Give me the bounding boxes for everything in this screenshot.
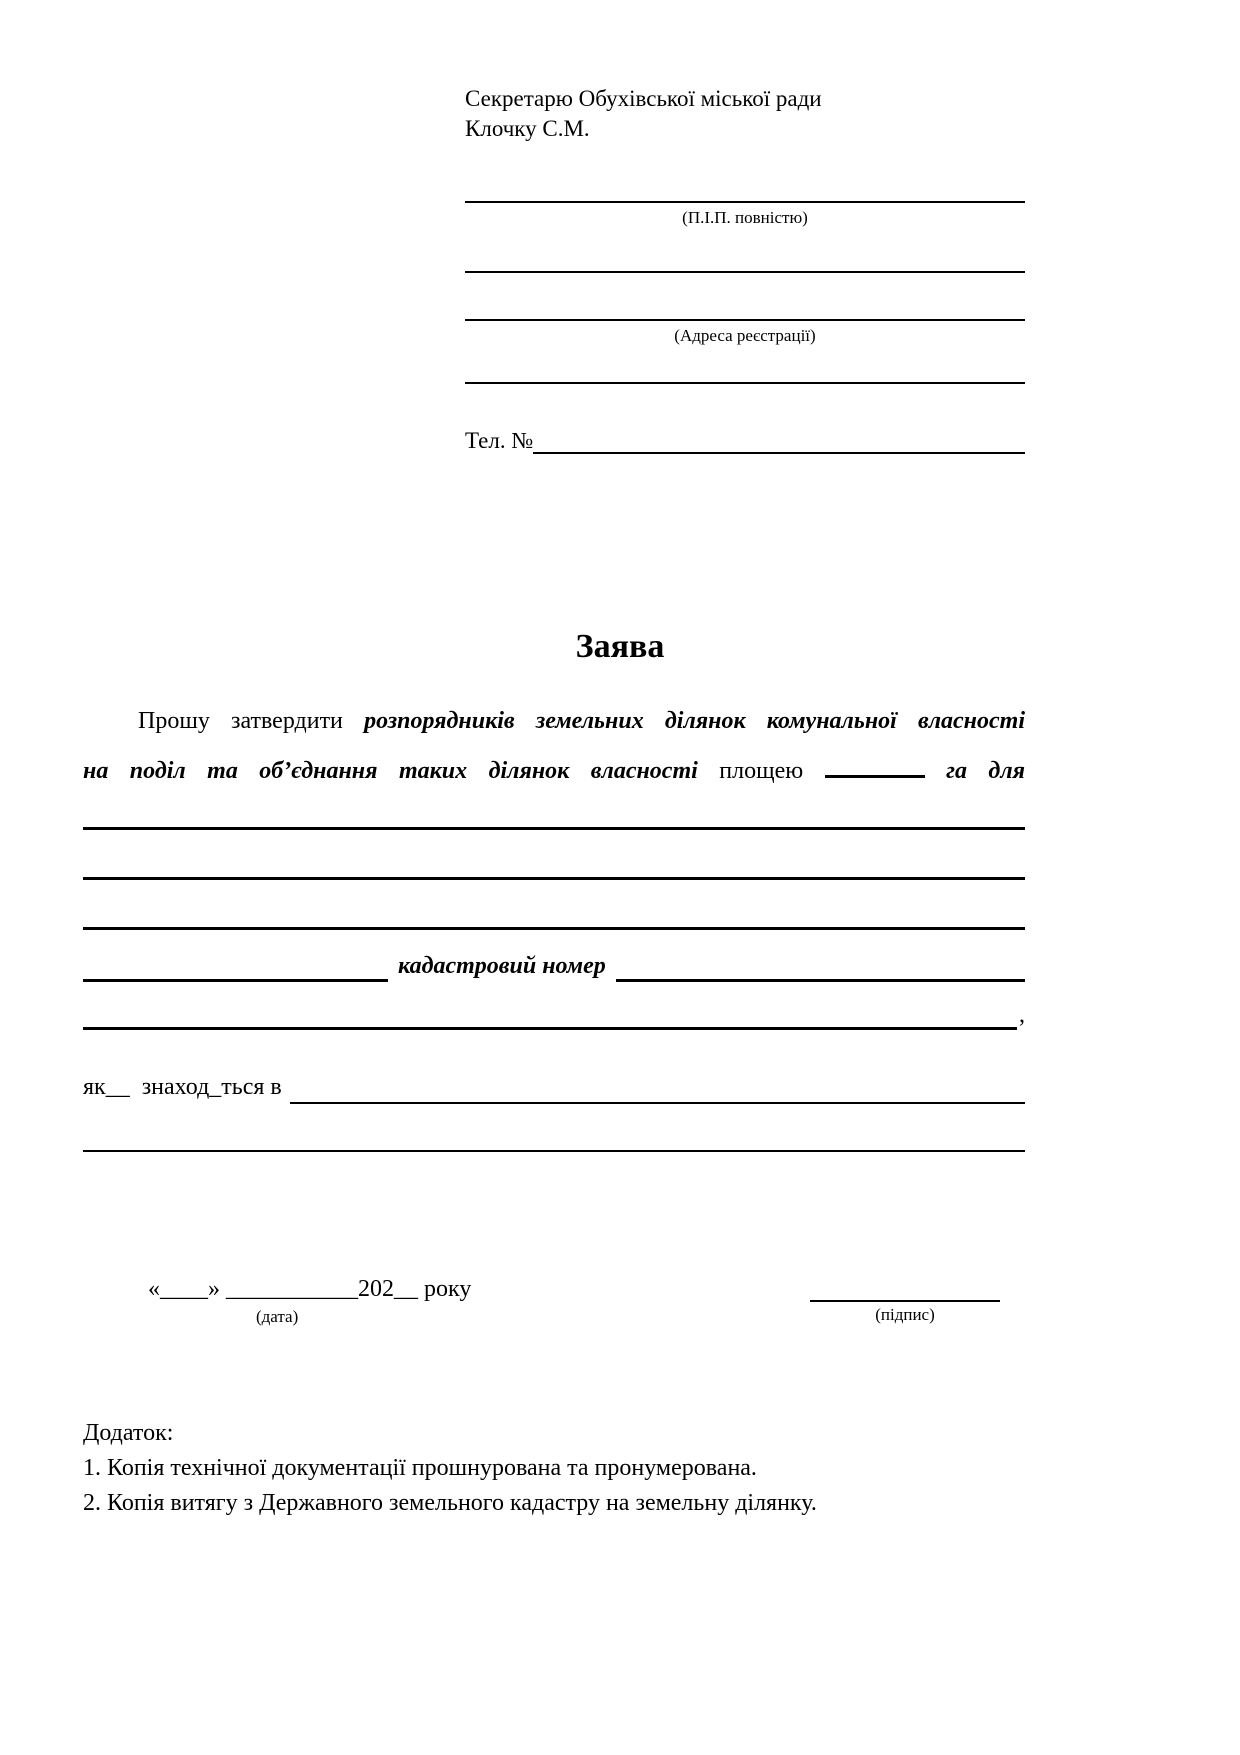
address-blank-line	[465, 273, 1025, 321]
phone-label: Тел. №	[465, 428, 534, 453]
fill-in-line	[83, 830, 1025, 880]
request-text-emphasis-2: на поділ та об’єднання таких ділянок власності	[83, 758, 698, 784]
signature-block	[810, 1278, 1000, 1326]
attachments-heading: Додаток:	[83, 1420, 174, 1446]
request-paragraph	[83, 696, 1025, 1152]
request-line-2	[83, 746, 1025, 796]
attachment-item-2: 2. Копія витягу з Державного земельного кадастру на земельну ділянку.	[83, 1490, 817, 1516]
address-caption: (Адреса реєстрації)	[674, 326, 816, 345]
date-block	[148, 1274, 471, 1328]
fullname-caption: (П.І.П. повністю)	[682, 208, 808, 227]
addressee-line-2: Клочку С.М.	[465, 116, 590, 141]
fill-in-line-row	[83, 982, 1025, 1030]
request-line-1	[83, 696, 1025, 746]
request-text-regular: Прошу затвердити	[138, 708, 343, 734]
location-row	[83, 1030, 1025, 1104]
date-fill-in-text: «____» ___________202__ року	[148, 1276, 472, 1302]
location-blank-line	[290, 1030, 1025, 1104]
area-label: площею	[719, 758, 804, 784]
date-signature-row	[148, 1274, 1000, 1328]
request-text-emphasis: розпорядників земельних ділянок комунальної власності	[364, 708, 1025, 734]
document-title: Заява	[575, 628, 665, 665]
fill-in-line	[83, 880, 1025, 930]
attachments-section	[83, 1416, 1140, 1521]
cadastral-number-label: кадастровий номер	[398, 953, 606, 979]
fill-in-line	[83, 1104, 1025, 1152]
addressee-block	[465, 84, 1025, 454]
area-blank-line	[825, 752, 925, 778]
attachment-item-1: 1. Копія технічної документації прошнурована та пронумерована.	[83, 1455, 757, 1481]
fullname-blank-line	[465, 144, 1025, 203]
blank-line	[465, 229, 1025, 273]
fill-in-line	[83, 930, 388, 982]
blank-line	[465, 347, 1025, 384]
date-caption: (дата)	[256, 1307, 299, 1326]
area-unit-label: га для	[946, 758, 1026, 784]
signature-blank-line	[810, 1278, 1000, 1302]
trailing-comma: ,	[1019, 1002, 1025, 1028]
cadastral-row	[83, 930, 1025, 982]
phone-row	[465, 428, 1025, 454]
location-text: як__ знаход_ться в	[83, 1074, 282, 1100]
fill-in-line	[83, 796, 1025, 830]
addressee-line-1: Секретарю Обухівської міської ради	[465, 86, 822, 111]
cadastral-number-blank-line	[616, 930, 1025, 982]
fill-in-line	[83, 982, 1017, 1030]
signature-caption: (підпис)	[875, 1305, 935, 1324]
phone-blank-line	[533, 428, 1025, 454]
